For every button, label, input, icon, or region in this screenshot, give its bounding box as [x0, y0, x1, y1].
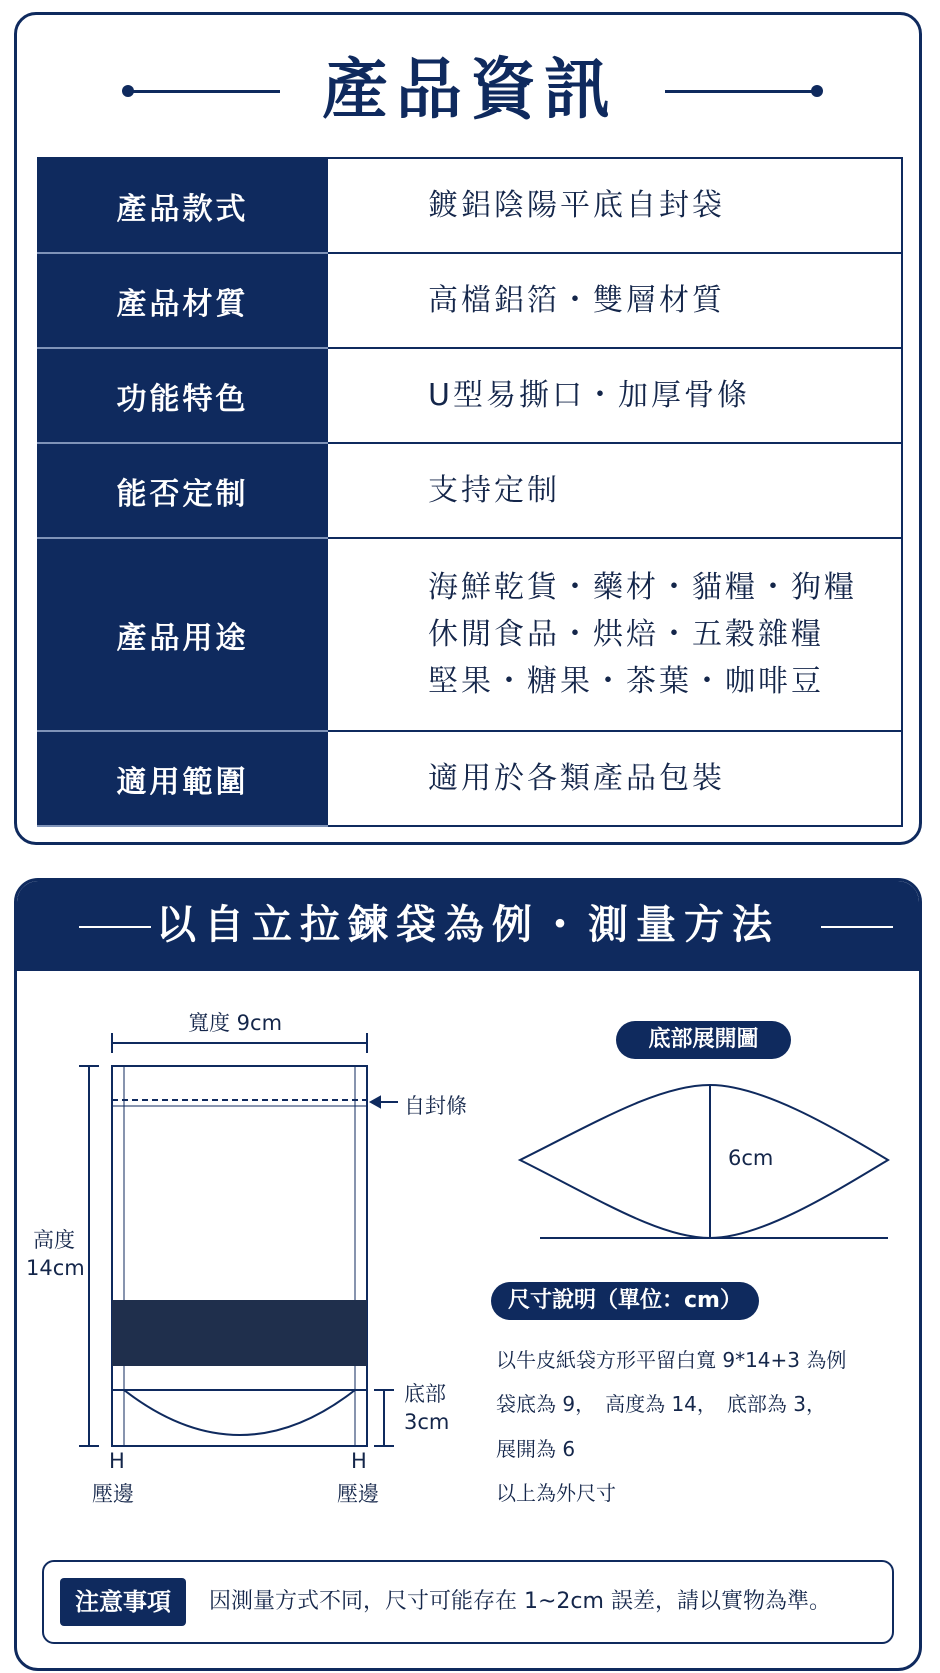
size-desc-line: 展開為 6	[496, 1437, 576, 1461]
bottom-size-label: 6cm	[728, 1146, 774, 1170]
spec-value-line: 鍍鋁陰陽平底自封袋	[428, 188, 725, 223]
zipper-label: 自封條	[404, 1094, 467, 1118]
bottom-dimension	[374, 1390, 394, 1446]
product-info-title: 產品資訊	[322, 51, 618, 128]
spec-key: 功能特色	[38, 348, 327, 443]
zipper-arrow	[371, 1097, 398, 1107]
spec-key: 能否定制	[38, 443, 327, 538]
spec-key: 產品款式	[38, 158, 327, 253]
bottom-label: 底部	[404, 1382, 446, 1406]
notice-tag: 注意事項	[60, 1578, 186, 1626]
h-mark-right: H	[351, 1449, 367, 1473]
bag-outline	[112, 1066, 367, 1446]
notice-text: 因測量方式不同，尺寸可能存在 1~2cm 誤差，請以實物為準。	[209, 1589, 831, 1614]
bottom-value: 3cm	[404, 1410, 450, 1434]
spec-key: 產品用途	[38, 538, 327, 731]
spec-value-line: 支持定制	[428, 473, 560, 508]
width-label: 寬度 9cm	[188, 1011, 283, 1035]
bottom-view-pill: 底部展開圖	[616, 1021, 791, 1059]
bag-dark-band	[112, 1300, 367, 1366]
spec-value-line: 適用於各類產品包裝	[428, 761, 725, 796]
edge-label-right: 壓邊	[337, 1482, 379, 1506]
measure-title: 以自立拉鍊袋為例・測量方法	[156, 902, 780, 948]
edge-label-left: 壓邊	[92, 1482, 134, 1506]
spec-value-line: 高檔鋁箔・雙層材質	[428, 283, 725, 318]
bottom-expanded-shape	[520, 1085, 888, 1238]
size-desc-pill: 尺寸說明（單位：cm）	[491, 1282, 759, 1320]
spec-value-line: U型易撕口・加厚骨條	[428, 378, 750, 413]
spec-value-line: 休閒食品・烘焙・五穀雜糧	[428, 617, 824, 652]
spec-key: 產品材質	[38, 253, 327, 348]
spec-value-line: 堅果・糖果・茶葉・咖啡豆	[428, 664, 824, 699]
size-desc-line: 以牛皮紙袋方形平留白寬 9*14+3 為例	[496, 1348, 847, 1372]
spec-value-line: 海鮮乾貨・藥材・貓糧・狗糧	[428, 570, 857, 605]
height-label: 高度	[33, 1228, 75, 1252]
size-desc-line: 以上為外尺寸	[496, 1481, 616, 1505]
notice-box	[42, 1560, 894, 1644]
h-mark-left: H	[109, 1449, 125, 1473]
spec-key: 適用範圍	[38, 731, 327, 826]
size-desc-line: 袋底為 9， 高度為 14， 底部為 3，	[496, 1392, 826, 1416]
height-value: 14cm	[26, 1256, 85, 1280]
